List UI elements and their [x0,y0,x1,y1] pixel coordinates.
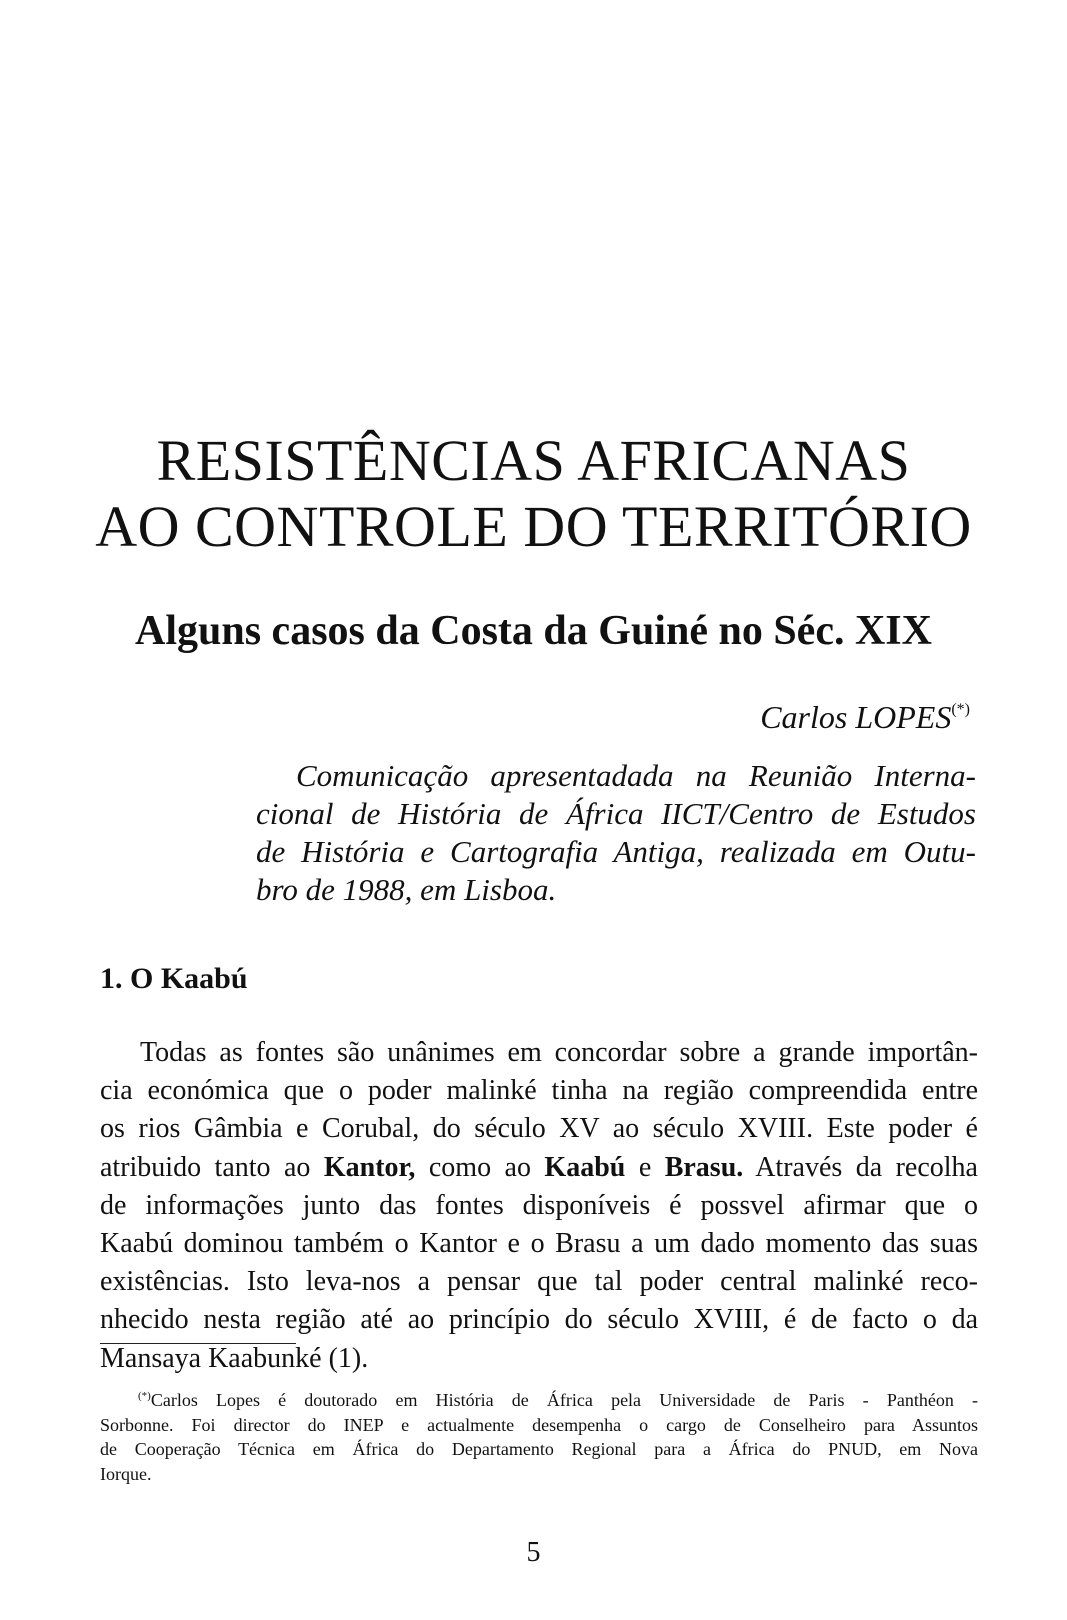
body-text-run: e [625,1151,665,1183]
presentation-note [256,757,976,909]
title-line-1: RESISTÊNCIAS AFRICANAS [156,428,911,493]
footnote-text: de Cooperação Técnica em África do Departamento Regional para a África do PNUD, em Nova [100,1439,978,1459]
footnote-line [100,1462,978,1487]
body-text-run: nhecido nesta região até ao princípio do século XVIII, é de facto o da [100,1304,978,1336]
footnote-mark: (*) [138,1390,151,1402]
footnote-text: Iorque. [100,1463,152,1484]
body-line [100,1072,978,1110]
title-line-2: AO CONTROLE DO TERRITÓRIO [95,494,972,559]
author-footnote-mark: (*) [951,701,970,718]
footnote-line [100,1413,978,1438]
body-line [100,1301,978,1339]
body-text-run: Todas as fontes são unânimes em concordar sobre a grande importân- [140,1037,978,1068]
page-number: 5 [526,1537,541,1568]
footnote-line [100,1384,978,1413]
body-line [100,1149,978,1187]
body-line [100,1263,978,1301]
body-line [100,1340,978,1378]
author-name: Carlos LOPES [760,699,952,735]
note-line: Comunicação apresentadada na Reunião Interna- [296,758,976,793]
body-text-run: Através da recolha [743,1151,978,1183]
body-text-run: cia económica que o poder malinké tinha na região compreendida entre [100,1075,978,1107]
bold-term-kaabu: Kaabú [544,1151,626,1183]
body-line [100,1034,978,1072]
body-text-run: de informações junto das fontes disponíveis é possvel afirmar que o [100,1189,978,1221]
body-text-run: os rios Gâmbia e Corubal, do século XV ao século XVIII. Este poder é [100,1113,978,1145]
section-heading: 1. O Kaabú [100,962,248,995]
footnote-text: Sorbonne. Foi director do INEP e actualmente desempenha o cargo de Conselheiro para Assuntos [100,1414,978,1435]
body-text-run: Mansaya Kaabunké (1). [100,1342,369,1374]
body-line [100,1110,978,1148]
author [760,690,970,737]
bold-term-brasu: Brasu. [664,1151,744,1183]
bold-term-kantor: Kantor, [323,1151,416,1183]
body-text-run: atribuido tanto ao [100,1151,324,1183]
body-text-run: existências. Isto leva-nos a pensar que tal poder central malinké reco- [100,1266,978,1298]
body-text-run: Kaabú dominou também o Kantor e o Brasu a um dado momento das suas [100,1228,978,1260]
subtitle: Alguns casos da Costa da Guiné no Séc. XIX [135,608,932,654]
body-line [100,1225,978,1263]
body-line [100,1187,978,1225]
footnote-line [100,1437,978,1462]
section-body [100,1034,978,1378]
footnote-text: Carlos Lopes é doutorado em História de África pela Universidade de Paris - Panthéon - [150,1390,978,1410]
footnote-divider [100,1343,296,1344]
note-line: cional de História de África IICT/Centro de Estudos [256,796,976,831]
note-line: bro de 1988, em Lisboa. [256,872,557,907]
note-line: de História e Cartografia Antiga, realizada em Outu- [256,834,976,869]
footnote [100,1384,978,1486]
body-text-run: como ao [415,1151,545,1183]
